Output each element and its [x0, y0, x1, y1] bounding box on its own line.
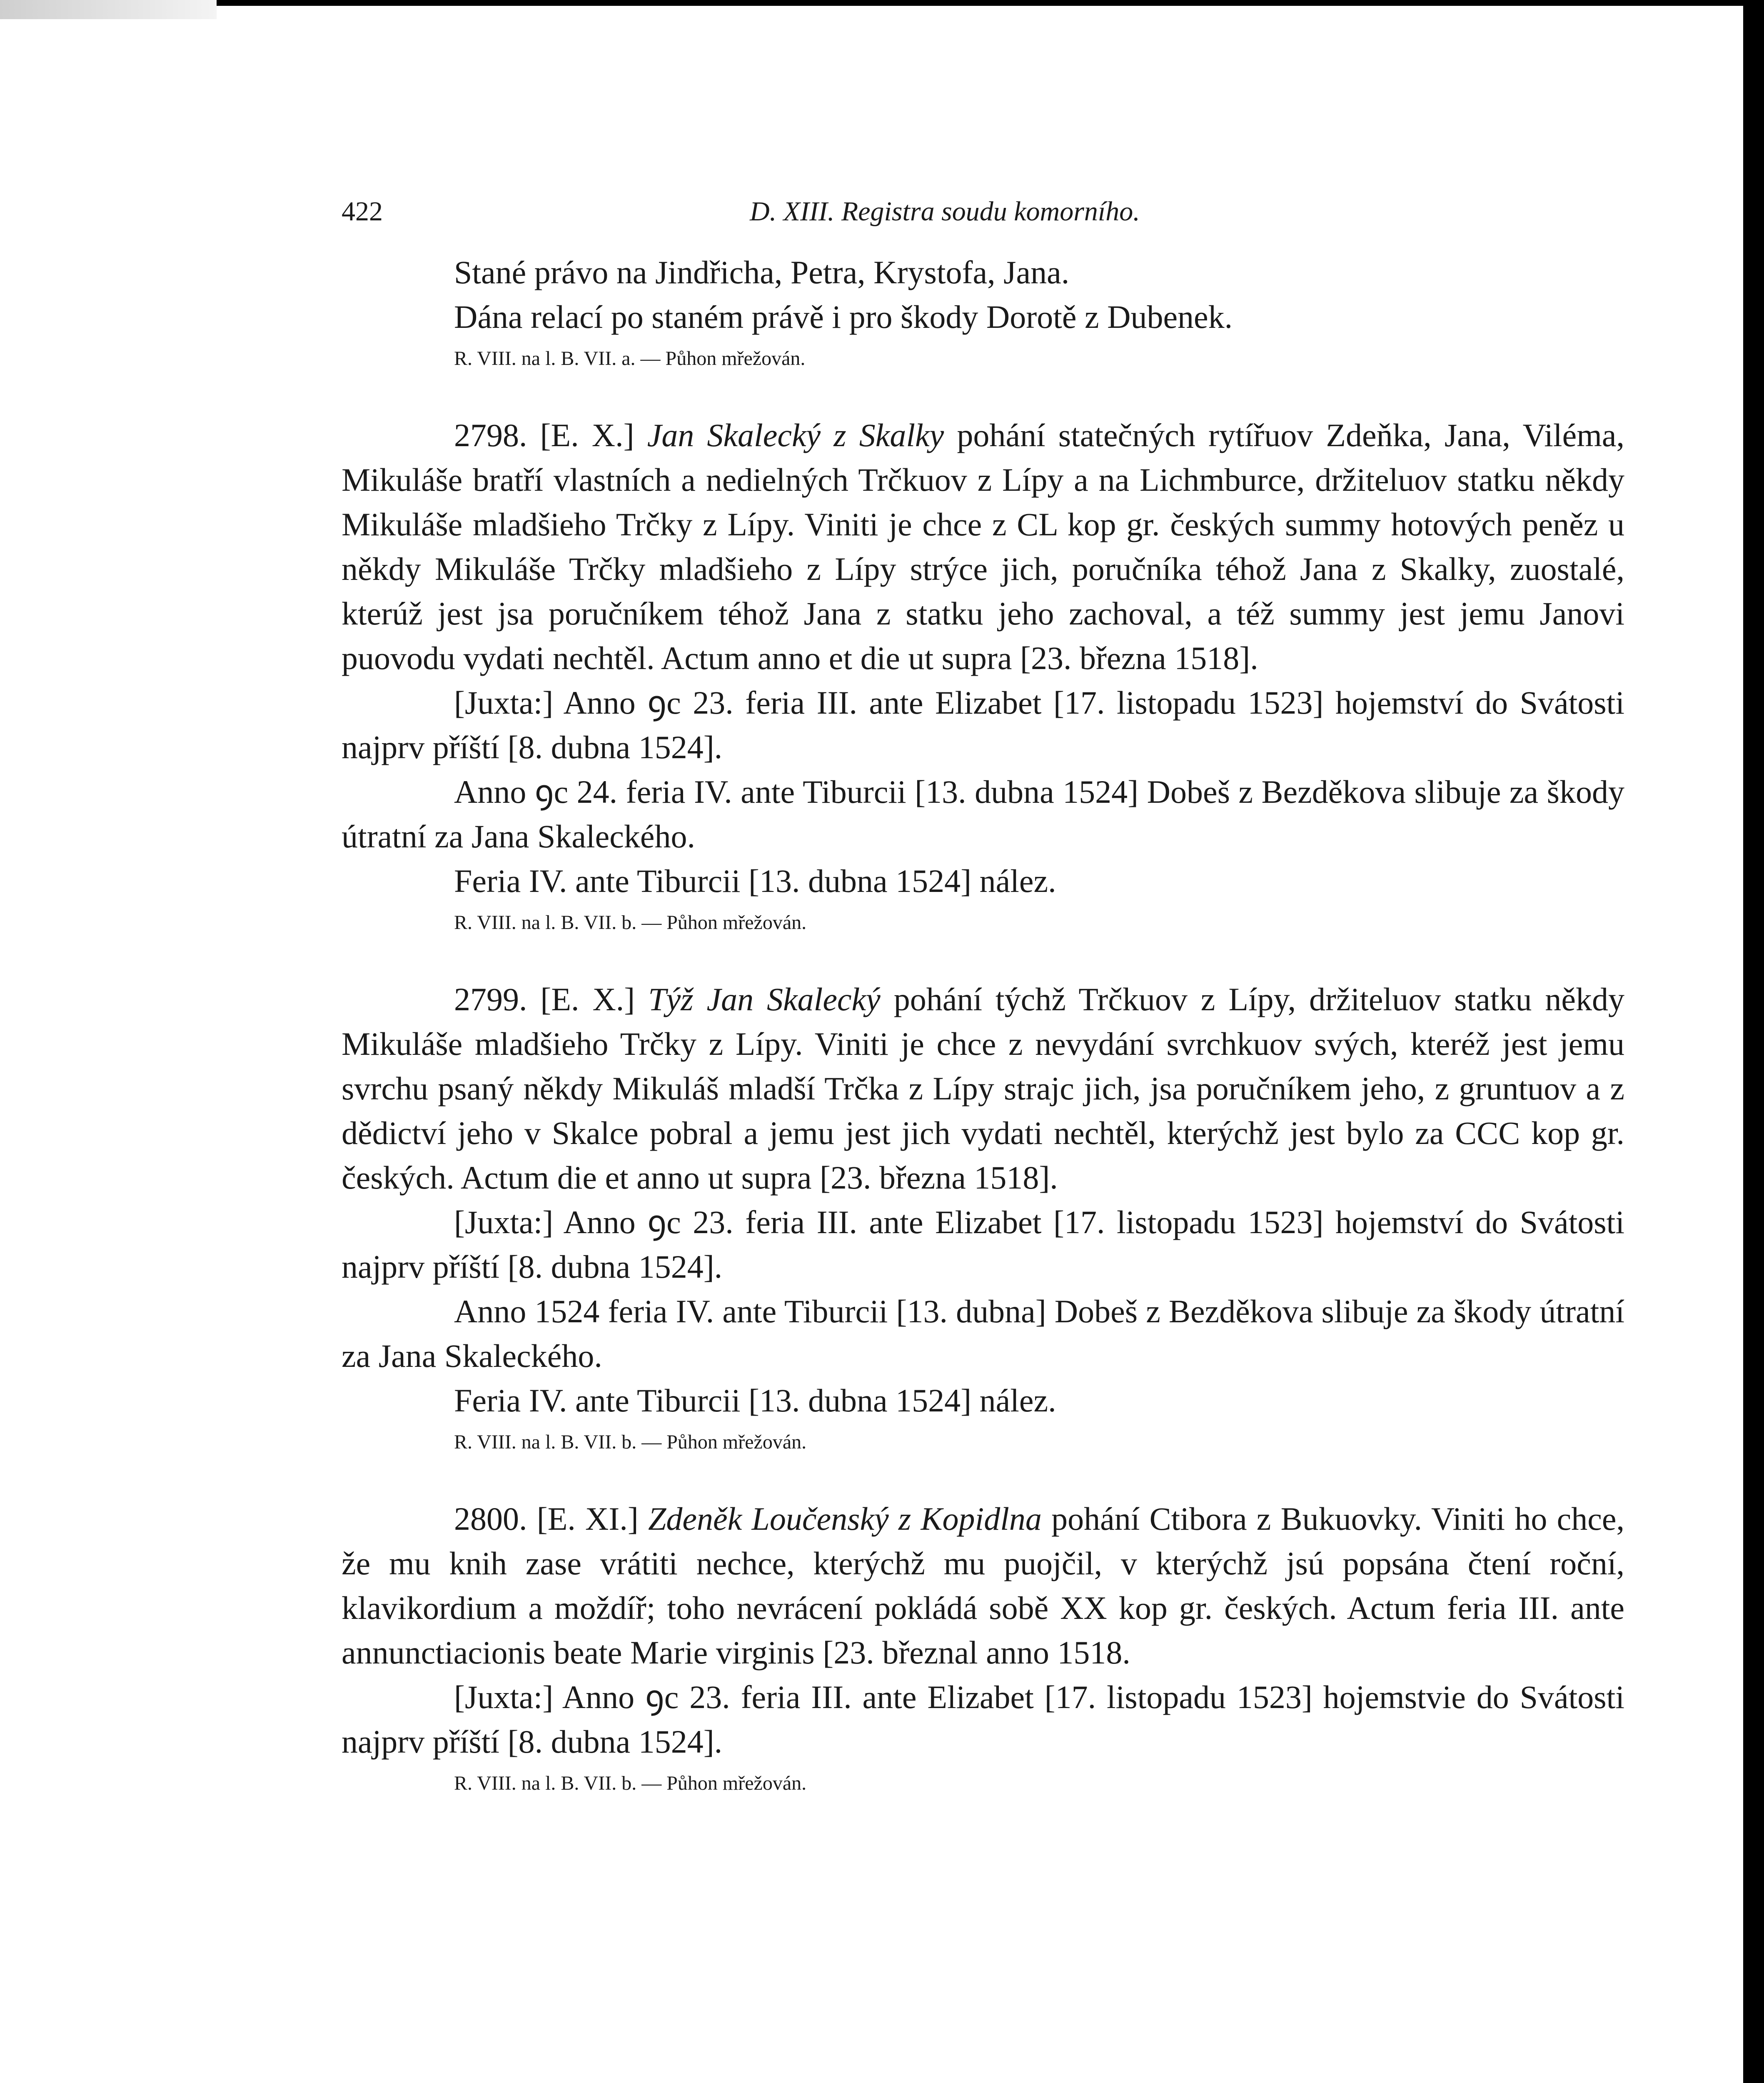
entry-number: 2800. [E. XI.]	[454, 1501, 639, 1537]
entry-plaintiff: Zdeněk Loučenský z Kopidlna	[648, 1501, 1042, 1537]
scan-border-right	[1743, 0, 1764, 2083]
source-reference: R. VIII. na l. B. VII. b. — Půhon mřežován.	[454, 1431, 807, 1453]
paragraph: Dána relací po staném právě i pro škody Dorotě z Dubenek.	[454, 299, 1233, 335]
paragraph: Feria IV. ante Tiburcii [13. dubna 1524] nález.	[454, 863, 1056, 899]
entry-paragraph	[342, 1496, 1624, 1675]
page-number: 422	[342, 196, 383, 227]
paragraph: Anno ꝯc 24. feria IV. ante Tiburcii [13. dubna 1524] Dobeš z Bezděkova slibuje za škody útratní za Jana Skaleckého.	[342, 774, 1624, 854]
paragraph: Feria IV. ante Tiburcii [13. dubna 1524] nález.	[454, 1382, 1056, 1419]
paragraph: Stané právo na Jindřicha, Petra, Krystofa, Jana.	[454, 254, 1070, 290]
page-body	[342, 196, 1624, 1798]
entry-plaintiff: Jan Skalecký z Skalky	[647, 417, 944, 453]
entry-text: pohání týchž Trčkuov z Lípy, držiteluov statku někdy Mikuláše mladšieho Trčky z Lípy. Viniti je chce z nevydání svrchkuov svých, kteréž jest jemu svrchu psaný někdy Mikuláš mladší Trčka z Lípy strajc jich, jsa poručníkem jeho, z gruntuov a z dědictví jeho v Skalce pobral a jemu jest jich vydati nechtěl, kterýchž jest bylo za CCC kop gr. českých. Actum die et anno ut supra [23. března 1518].	[342, 981, 1624, 1196]
page-header	[342, 196, 1624, 250]
entry-2798	[342, 413, 1624, 937]
juxta-note: [Juxta:] Anno ꝯc 23. feria III. ante Elizabet [17. listopadu 1523] hojemstvie do Svátosti najprv příští [8. dubna 1524].	[342, 1679, 1624, 1760]
source-reference: R. VIII. na l. B. VII. b. — Půhon mřežován.	[454, 912, 807, 934]
entry-number: 2799. [E. X.]	[454, 981, 635, 1017]
juxta-note: [Juxta:] Anno ꝯc 23. feria III. ante Elizabet [17. listopadu 1523] hojemství do Svátosti najprv příští [8. dubna 1524].	[342, 684, 1624, 765]
entry-continuation	[342, 250, 1624, 373]
juxta-note: [Juxta:] Anno ꝯc 23. feria III. ante Elizabet [17. listopadu 1523] hojemství do Svátosti najprv příští [8. dubna 1524].	[342, 1204, 1624, 1285]
entry-number: 2798. [E. X.]	[454, 417, 634, 453]
entry-text: pohání statečných rytířuov Zdeňka, Jana, Viléma, Mikuláše bratří vlastních a nedielných Trčkuov z Lípy a na Lichmburce, držiteluov statku někdy Mikuláše mladšieho Trčky z Lípy. Viniti je chce z CL kop gr. českých summy hotových peněz u někdy Mikuláše Trčky mladšieho z Lípy strýce jich, poručníka téhož Jana z Skalky, zuostalé, kterúž jest jsa poručníkem téhož Jana z statku jeho zachoval, a též summy jest jemu Janovi puovodu vydati nechtěl. Actum anno et die ut supra [23. března 1518].	[342, 417, 1625, 676]
entry-text: pohání Ctibora z Bukuovky. Viniti ho chce, že mu knih zase vrátiti nechce, kterýchž mu puojčil, v kterýchž jsú popsána čtení roční, klavikordium a moždíř; toho nevrácení pokládá sobě XX kop gr. českých. Actum feria III. ante annunctiacionis beate Marie virginis [23. březnal anno 1518.	[342, 1501, 1624, 1671]
paragraph: Anno 1524 feria IV. ante Tiburcii [13. dubna] Dobeš z Bezděkova slibuje za škody útratní za Jana Skaleckého.	[342, 1293, 1624, 1374]
running-title: D. XIII. Registra soudu komorního.	[750, 196, 1140, 227]
scan-border-top	[0, 0, 1764, 6]
entry-paragraph	[342, 977, 1624, 1200]
scan-smudge	[0, 0, 217, 19]
entry-2799	[342, 977, 1624, 1457]
entry-plaintiff: Týž Jan Skalecký	[648, 981, 881, 1017]
source-reference: R. VIII. na l. B. VII. b. — Půhon mřežován.	[454, 1772, 807, 1794]
entry-paragraph	[342, 413, 1624, 680]
source-reference: R. VIII. na l. B. VII. a. — Půhon mřežován.	[454, 347, 806, 370]
entry-2800	[342, 1496, 1624, 1798]
